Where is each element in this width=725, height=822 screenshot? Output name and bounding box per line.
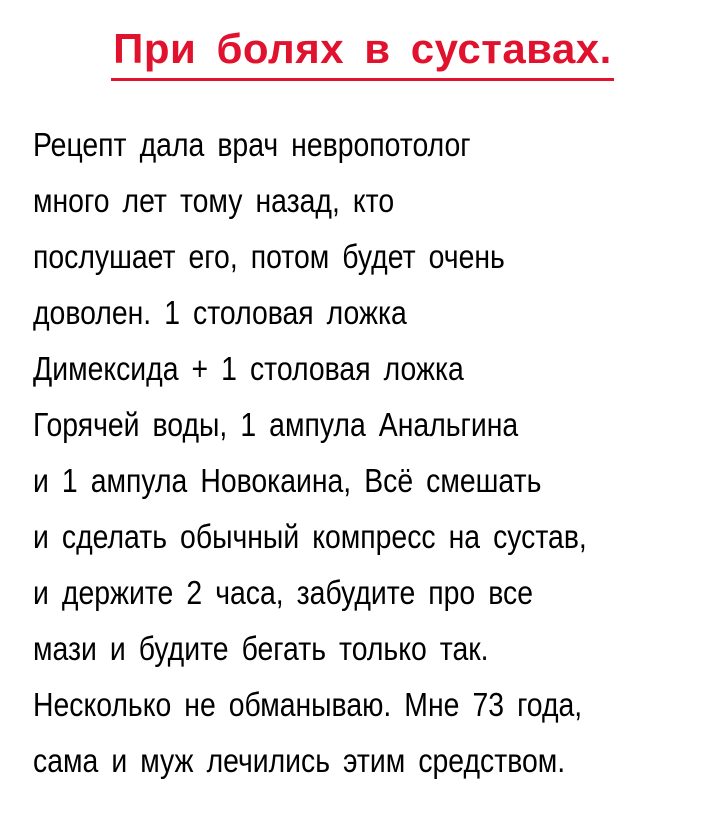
- text-line: доволен. 1 столовая ложка: [33, 294, 407, 331]
- title-text: При болях в суставах.: [111, 24, 614, 81]
- recipe-text: [33, 117, 713, 789]
- text-line: мази и будите бегать только так.: [33, 630, 489, 667]
- text-line: и 1 ампула Новокаина, Всё смешать: [33, 462, 542, 499]
- text-line: Горячей воды, 1 ампула Анальгина: [33, 406, 519, 443]
- page-title: [0, 24, 725, 81]
- text-line: много лет тому назад, кто: [33, 182, 395, 219]
- text-line: Димексида + 1 столовая ложка: [33, 350, 464, 387]
- text-line: и держите 2 часа, забудите про все: [33, 574, 533, 611]
- text-line: и сделать обычный компресс на сустав,: [33, 518, 587, 555]
- text-line: Несколько не обманываю. Мне 73 года,: [33, 686, 583, 723]
- text-line: Рецепт дала врач невропотолог: [33, 126, 471, 163]
- text-line: послушает его, потом будет очень: [33, 238, 505, 275]
- text-line: сама и муж лечились этим средством.: [33, 742, 566, 779]
